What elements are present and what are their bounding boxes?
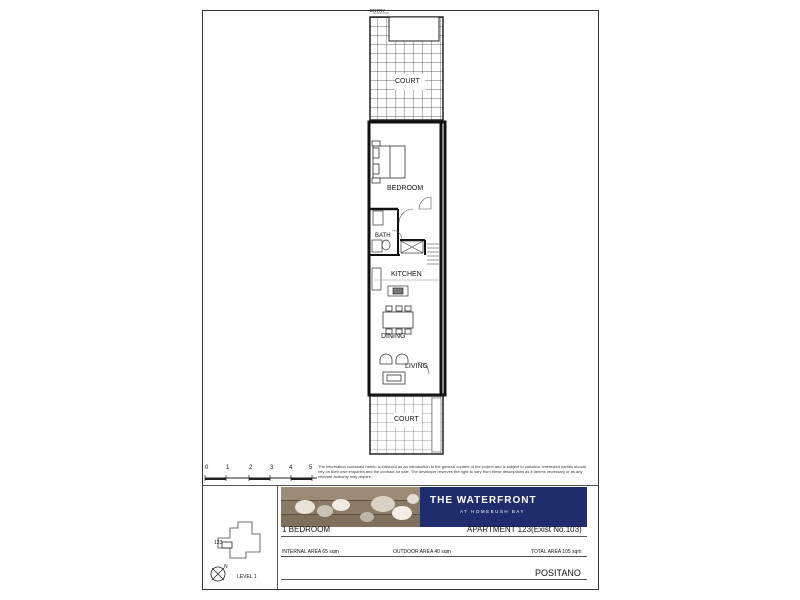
bed bbox=[372, 141, 405, 183]
entry-label: ENTRY bbox=[370, 8, 386, 13]
room-label-dining: DINING bbox=[381, 333, 406, 340]
title-block-divider bbox=[202, 485, 599, 486]
scale-tick: 5 bbox=[309, 465, 313, 471]
dining-table bbox=[383, 306, 413, 334]
scale-bar-graphic bbox=[203, 464, 323, 484]
bedroom-count: 1 BEDROOM bbox=[282, 525, 331, 534]
scale-tick: 0 bbox=[205, 465, 209, 471]
scale-tick: 2 bbox=[249, 465, 253, 471]
brand-name: THE WATERFRONT bbox=[430, 495, 537, 506]
title-block-divider bbox=[277, 485, 278, 590]
top-court bbox=[370, 17, 443, 120]
north-label: N bbox=[224, 564, 228, 570]
outdoor-area: OUTDOOR AREA 40 sqm bbox=[393, 549, 451, 555]
apartment-number: APARTMENT 123(Exist No.103) bbox=[467, 525, 582, 534]
internal-area: INTERNAL AREA 65 sqm bbox=[282, 549, 339, 555]
room-label-bath: BATH bbox=[375, 233, 391, 239]
bottom-court bbox=[370, 396, 443, 454]
total-area: TOTAL AREA 105 sqm bbox=[531, 549, 582, 555]
brand-banner bbox=[281, 487, 587, 527]
underline bbox=[281, 579, 587, 580]
room-label-living: LIVING bbox=[405, 363, 428, 370]
room-label-bedroom: BEDROOM bbox=[387, 185, 424, 192]
key-plan-unit-label: 123 bbox=[214, 540, 223, 546]
brand-logo bbox=[420, 487, 587, 527]
stones-on-wood-image bbox=[281, 487, 420, 527]
underline bbox=[281, 536, 587, 537]
brand-tagline: AT HOMEBUSH BAY bbox=[460, 509, 526, 514]
scale-tick: 1 bbox=[226, 465, 230, 471]
room-label-kitchen: KITCHEN bbox=[391, 271, 422, 278]
apartment-name: POSITANO bbox=[535, 568, 581, 578]
disclaimer-text: The information contained herein is intended as an introduction to the general content of the project and is subject to variation. Interested parties should rely on their own enquiries and the contract for sale. The developer reserves the right to vary from these descriptions as it deems necessary or as any relevant authority may require. bbox=[318, 464, 586, 479]
underline bbox=[281, 556, 587, 557]
scale-tick: 4 bbox=[289, 465, 293, 471]
room-label-court-bottom: COURT bbox=[394, 416, 419, 423]
room-label-court-top: COURT bbox=[395, 78, 420, 85]
scale-tick: 3 bbox=[270, 465, 274, 471]
level-label: LEVEL 1 bbox=[237, 574, 257, 580]
